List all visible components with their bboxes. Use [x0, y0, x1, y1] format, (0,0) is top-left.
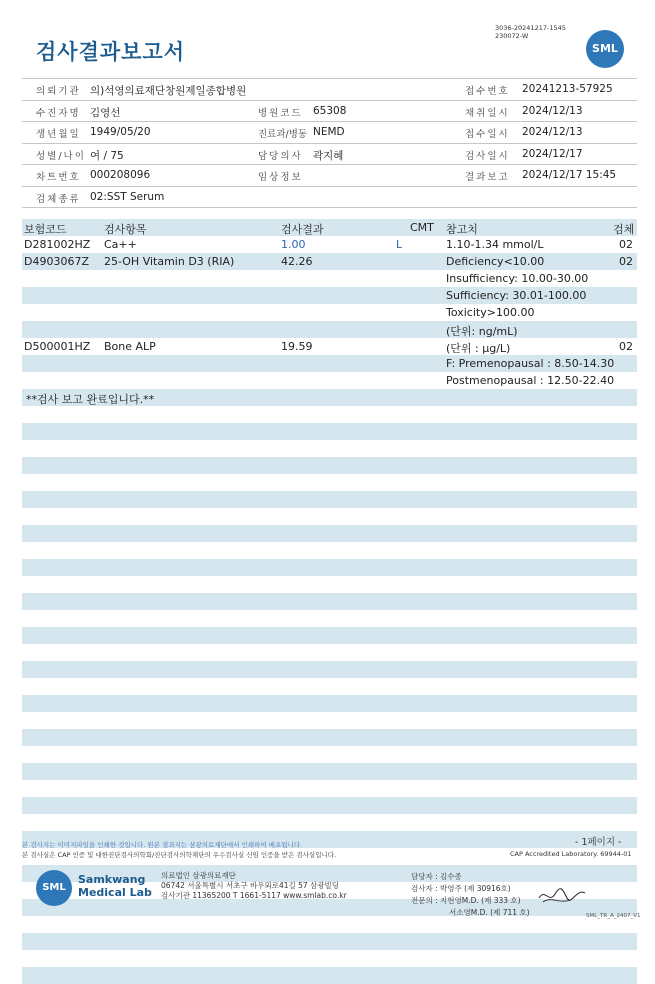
empty-row	[22, 644, 637, 661]
label-hospital-code: 병원코드	[258, 107, 303, 119]
empty-row	[22, 933, 637, 950]
cell-specimen: 02	[619, 255, 633, 268]
empty-row	[22, 797, 637, 814]
empty-row	[22, 627, 637, 644]
empty-row	[22, 593, 637, 610]
col-ref: 참고치	[446, 223, 478, 236]
certification-notice: 본 검사실은 CAP 인증 및 대한진단검사의학회/진단검사의학재단의 우수검사실 신임 인증을 받은 검사실입니다.	[22, 851, 337, 859]
label-institution: 의뢰기관	[36, 86, 81, 97]
empty-row	[22, 967, 637, 984]
cell-ref: Insufficiency: 10.00-30.00	[446, 272, 589, 285]
empty-row	[22, 661, 637, 678]
col-result: 검사결과	[281, 223, 324, 236]
value-specimen: 02:SST Serum	[90, 190, 165, 203]
cell-ref: Sufficiency: 30.01-100.00	[446, 289, 587, 302]
empty-row	[22, 610, 637, 627]
table-row	[22, 236, 637, 253]
table-row	[22, 304, 637, 321]
patient-info-table	[22, 78, 637, 208]
value-institution: 의)석영의료재단창원제일종합병원	[90, 85, 247, 97]
label-name: 수진자명	[36, 107, 81, 119]
value-name: 김영선	[90, 106, 121, 119]
label-receipt-date: 접수일시	[465, 129, 510, 140]
cell-result: 1.00	[281, 238, 306, 251]
label-exam-date: 검사일시	[465, 150, 510, 162]
form-code: SML_TR_A_2407_V1	[586, 913, 641, 919]
sml-footer-logo: SML	[36, 870, 72, 906]
info-row	[22, 101, 637, 123]
col-cmt: CMT	[410, 221, 434, 234]
empty-row	[22, 678, 637, 695]
value-exam-date: 2024/12/17	[522, 147, 583, 160]
cell-ref: Postmenopausal : 12.50-22.40	[446, 374, 615, 387]
col-specimen: 검체	[613, 223, 635, 236]
completion-row	[22, 389, 637, 406]
value-dob: 1949/05/20	[90, 126, 151, 138]
empty-row	[22, 525, 637, 542]
empty-row	[22, 695, 637, 712]
empty-row	[22, 440, 637, 457]
cell-code: D500001HZ	[24, 340, 91, 353]
cell-ref: Deficiency<10.00	[446, 255, 545, 268]
cell-result: 19.59	[281, 340, 313, 353]
empty-row	[22, 491, 637, 508]
document-id: 3036-20241217-1545 230072-W	[495, 24, 566, 40]
table-row	[22, 372, 637, 389]
empty-row	[22, 423, 637, 440]
value-department: NEMD	[313, 126, 345, 138]
empty-row	[22, 542, 637, 559]
value-report-date: 2024/12/17 15:45	[522, 169, 617, 181]
empty-row	[22, 729, 637, 746]
page-number: - 1페이지 -	[575, 837, 622, 848]
cell-specimen: 02	[619, 340, 633, 353]
print-notice: 본 검사지는 이미지파일을 인쇄한 것입니다. 원본 결과지는 삼광의료재단에서 인쇄하여 배포됩니다.	[22, 841, 303, 849]
info-row	[22, 187, 637, 209]
sml-logo: SML	[586, 30, 624, 68]
empty-row	[22, 508, 637, 525]
label-report-date: 결과보고	[465, 172, 510, 183]
info-row	[22, 165, 637, 187]
empty-row	[22, 780, 637, 797]
empty-row	[22, 474, 637, 491]
empty-row	[22, 457, 637, 474]
cap-accreditation: CAP Accredited Laboratory. 69944-01	[510, 850, 632, 858]
cell-item: Bone ALP	[104, 340, 156, 353]
info-row	[22, 122, 637, 144]
label-department: 진료과/병동	[258, 129, 308, 140]
value-chart: 000208096	[90, 169, 151, 181]
value-receipt-date: 2024/12/13	[522, 126, 583, 138]
table-row	[22, 270, 637, 287]
table-row	[22, 338, 637, 355]
signature-image	[537, 884, 589, 906]
empty-row	[22, 814, 637, 831]
lab-address: 의료법인 삼광의료재단 06742 서울특별시 서초구 바우뫼로41길 57 삼광빌딩 검사기관 11365200 T 1661-5117 www.smlab.co.kr	[161, 871, 347, 900]
brand-name: Samkwang Medical Lab	[78, 873, 152, 899]
empty-row	[22, 406, 637, 423]
cell-specimen: 02	[619, 238, 633, 251]
empty-row	[22, 763, 637, 780]
label-receipt-no: 접수번호	[465, 86, 510, 97]
col-item: 검사항목	[104, 223, 147, 236]
cell-code: D4903067Z	[24, 255, 89, 268]
cell-item: Ca++	[104, 238, 137, 251]
cell-ref: (단위 : µg/L)	[446, 342, 511, 355]
label-sex-age: 성별/나이	[36, 150, 86, 162]
label-collect-date: 채취일시	[465, 107, 510, 119]
results-header	[22, 219, 637, 236]
value-receipt-no: 20241213-57925	[522, 83, 613, 95]
empty-row	[22, 559, 637, 576]
cell-ref: Toxicity>100.00	[446, 306, 535, 319]
value-sex-age: 여 / 75	[90, 149, 124, 162]
cell-ref: 1.10-1.34 mmol/L	[446, 238, 544, 251]
cell-ref: (단위: ng/mL)	[446, 325, 518, 338]
info-row	[22, 144, 637, 166]
value-hospital-code: 65308	[313, 104, 347, 117]
results-table	[22, 219, 637, 984]
label-clinical: 임상정보	[258, 172, 303, 183]
table-row	[22, 321, 637, 338]
empty-row	[22, 746, 637, 763]
empty-row	[22, 576, 637, 593]
value-collect-date: 2024/12/13	[522, 104, 583, 117]
cell-code: D281002HZ	[24, 238, 91, 251]
cell-ref: F: Premenopausal : 8.50-14.30	[446, 357, 615, 370]
empty-row	[22, 712, 637, 729]
info-row	[22, 79, 637, 101]
label-doctor: 담당의사	[258, 150, 303, 162]
empty-row	[22, 950, 637, 967]
label-chart: 차트번호	[36, 172, 81, 183]
cell-result: 42.26	[281, 255, 313, 268]
label-dob: 생년월일	[36, 129, 81, 140]
table-row	[22, 253, 637, 270]
table-row	[22, 355, 637, 372]
result-rows	[22, 236, 637, 389]
value-doctor: 곽지혜	[313, 149, 344, 162]
cell-cmt: L	[396, 238, 403, 251]
staff-list: 담당자 : 김수종 검사자 : 박영주 (제 30916호) 전문의 : 지현영M.D. (제 333 호) 서소영M.D. (제 711 호)	[411, 872, 530, 917]
report-title: 검사결과보고서	[36, 40, 186, 64]
completion-note: **검사 보고 완료입니다.**	[26, 393, 155, 406]
cell-item: 25-OH Vitamin D3 (RIA)	[104, 255, 235, 268]
label-specimen: 검체종류	[36, 193, 81, 205]
table-row	[22, 287, 637, 304]
col-code: 보험코드	[24, 223, 67, 236]
